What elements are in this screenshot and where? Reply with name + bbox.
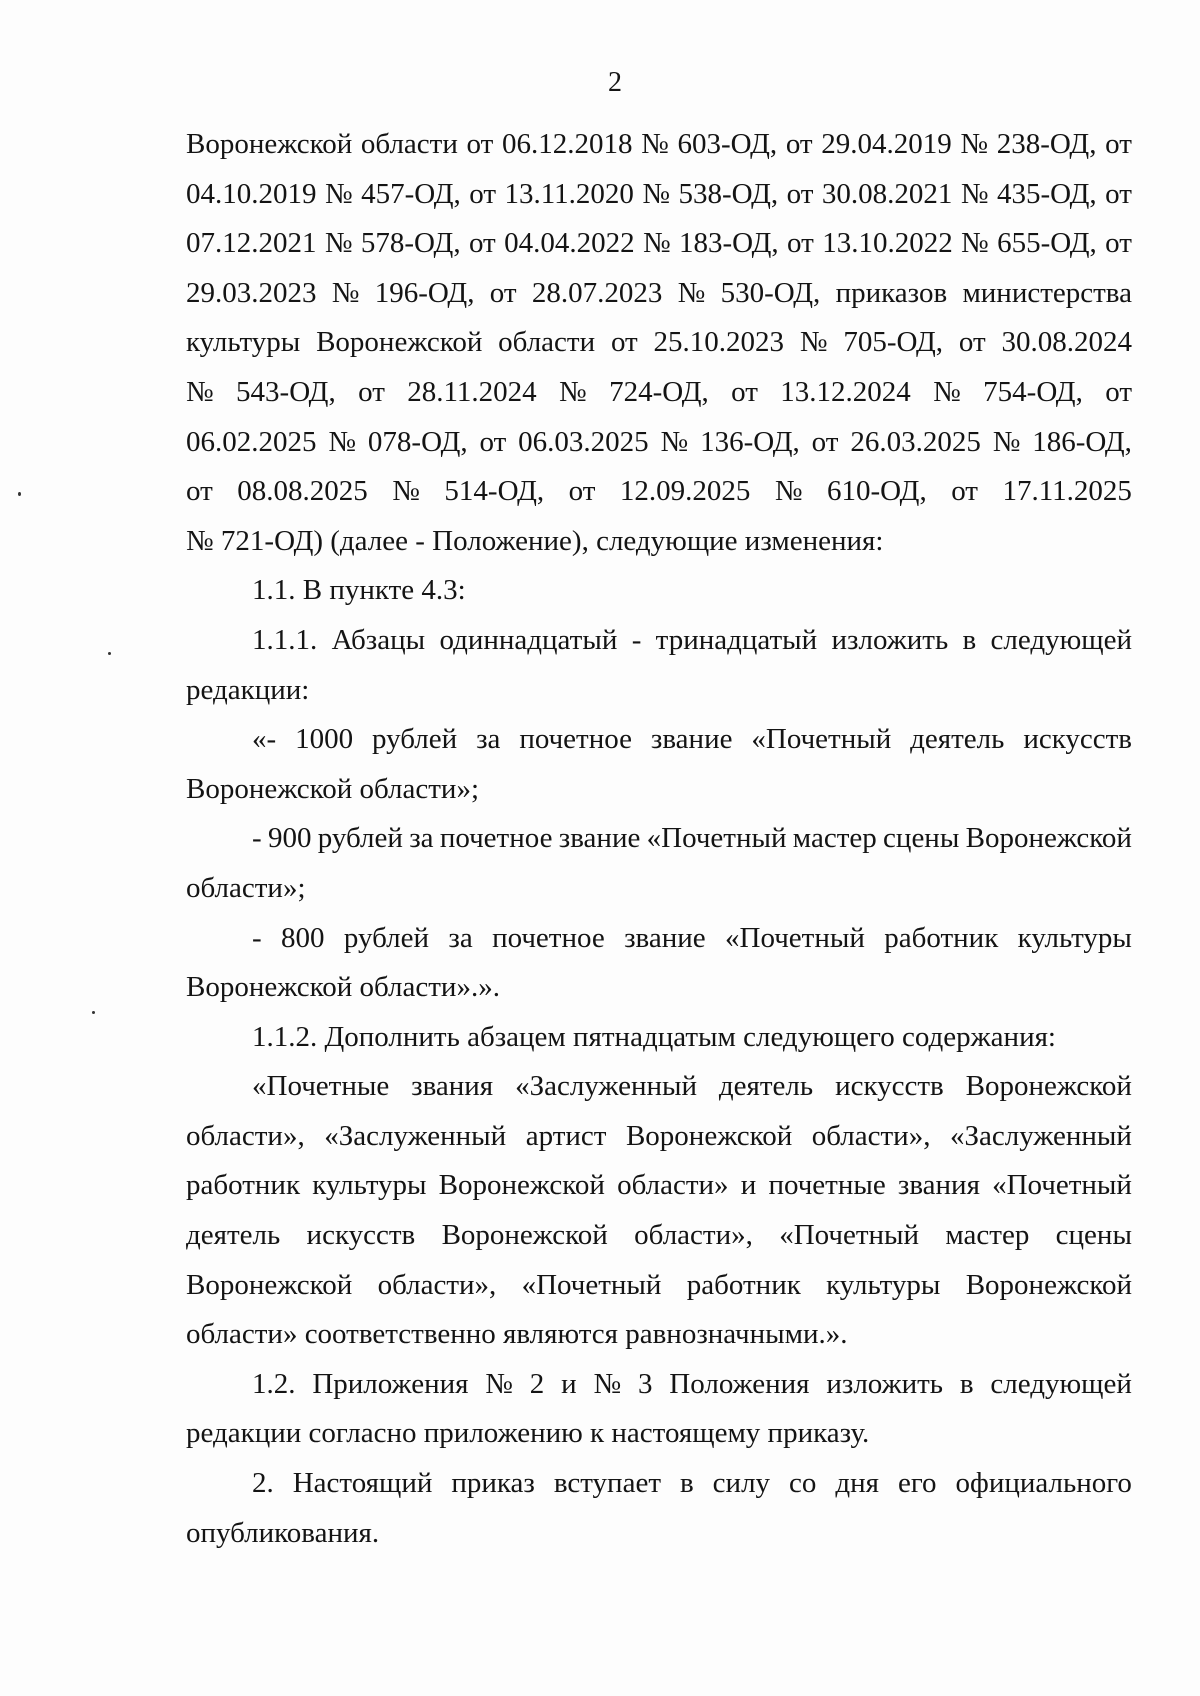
- word: №: [328, 425, 357, 458]
- text-line: [186, 170, 1132, 220]
- word: 136-ОД,: [700, 425, 800, 458]
- word: культуры: [826, 1268, 941, 1301]
- word: Воронежской: [965, 1070, 1132, 1103]
- word: 530-ОД,: [720, 276, 821, 309]
- page-number: 2: [608, 67, 622, 98]
- word: 183-ОД,: [678, 227, 779, 260]
- word: 457-ОД,: [361, 177, 461, 210]
- word: звания: [897, 1169, 980, 1202]
- word: 28.07.2023: [531, 276, 663, 309]
- word: №: [799, 326, 828, 359]
- scan-speck: [18, 492, 21, 496]
- word: 238-ОД,: [996, 128, 1097, 160]
- text-line: [186, 914, 1132, 964]
- word: от: [811, 425, 839, 458]
- word: Настоящий: [292, 1467, 433, 1500]
- word: №: [186, 375, 214, 408]
- line-text: области» соответственно являются равнозначными.».: [186, 1318, 848, 1351]
- word: 603-ОД,: [677, 128, 778, 160]
- word: официального: [955, 1467, 1132, 1500]
- word: -: [252, 921, 262, 954]
- word: 13.10.2022: [822, 227, 953, 260]
- word: 754-ОД,: [983, 375, 1083, 408]
- text-line: [186, 467, 1132, 517]
- word: №: [324, 177, 353, 210]
- text-line: [186, 120, 1132, 170]
- word: от: [731, 375, 758, 408]
- text-line: [186, 1509, 1132, 1559]
- word: области»,: [811, 1119, 931, 1152]
- word: в: [962, 623, 977, 656]
- word: №: [660, 425, 689, 458]
- word: Воронежской: [441, 1219, 608, 1252]
- word: почетное: [439, 822, 553, 855]
- word: №: [933, 375, 961, 408]
- text-line: [186, 963, 1132, 1013]
- word: искусств: [1023, 723, 1132, 756]
- word: №: [961, 227, 989, 260]
- text-line: [186, 566, 1132, 616]
- word: «Почетный: [521, 1268, 662, 1301]
- word: «Заслуженный: [515, 1070, 697, 1103]
- word: работник: [686, 1268, 801, 1301]
- word: «Почетные: [252, 1070, 390, 1103]
- text-line: [186, 1360, 1132, 1410]
- text-line: [186, 1459, 1132, 1509]
- word: «Почетный: [725, 921, 865, 954]
- word: 06.02.2025: [186, 425, 317, 458]
- word: Воронежской: [186, 1268, 353, 1301]
- word: 543-ОД,: [236, 375, 336, 408]
- word: №: [774, 475, 803, 508]
- word: артист: [525, 1119, 607, 1152]
- word: -: [631, 623, 642, 656]
- word: одиннадцатый: [439, 623, 618, 656]
- word: Воронежской: [186, 128, 353, 160]
- word: №: [392, 475, 420, 508]
- word: №: [559, 375, 587, 408]
- word: от: [489, 276, 517, 309]
- word: №: [331, 276, 360, 309]
- text-line: [186, 1211, 1132, 1261]
- word: Воронежской: [438, 1169, 605, 1202]
- word: от: [786, 177, 814, 210]
- word: звание: [624, 921, 706, 954]
- word: 2.: [252, 1467, 274, 1500]
- word: Абзацы: [331, 623, 426, 656]
- scan-speck: [92, 1011, 95, 1014]
- word: почетные: [768, 1169, 886, 1202]
- word: 3: [637, 1367, 653, 1400]
- word: 25.10.2023: [653, 326, 785, 359]
- text-line: [186, 666, 1132, 716]
- word: приказов: [835, 276, 948, 309]
- word: от: [787, 227, 814, 260]
- word: 06.03.2025: [518, 425, 649, 458]
- word: Приложения: [312, 1367, 469, 1400]
- word: мастер: [945, 1219, 1030, 1252]
- word: 04.04.2022: [504, 227, 635, 260]
- word: за: [476, 723, 501, 756]
- word: от: [610, 326, 638, 359]
- word: за: [448, 921, 473, 954]
- word: вступает: [553, 1467, 661, 1500]
- word: области: [498, 326, 596, 359]
- word: 12.09.2025: [619, 475, 751, 508]
- text-line: [186, 269, 1132, 319]
- text-line: [186, 1310, 1132, 1360]
- word: от: [958, 326, 986, 359]
- line-text: 1.1. В пункте 4.3:: [252, 574, 466, 607]
- word: звание: [558, 822, 641, 855]
- word: 29.03.2023: [186, 276, 317, 309]
- word: Воронежской: [965, 1268, 1132, 1301]
- word: изложить: [826, 1367, 944, 1400]
- word: 078-ОД,: [367, 425, 468, 458]
- word: №: [992, 425, 1021, 458]
- word: и: [561, 1367, 577, 1400]
- word: тринадцатый: [655, 623, 818, 656]
- word: 13.12.2024: [780, 375, 911, 408]
- line-text: редакции:: [186, 673, 310, 706]
- word: его: [898, 1467, 937, 1500]
- word: 655-ОД,: [997, 227, 1097, 260]
- word: 1.2.: [252, 1367, 296, 1400]
- word: №: [324, 227, 353, 260]
- line-text: редакции согласно приложению к настоящему приказу.: [186, 1417, 870, 1450]
- word: 06.12.2018: [501, 128, 633, 160]
- word: №: [677, 276, 706, 309]
- text-line: [186, 1062, 1132, 1112]
- text-line: [186, 814, 1132, 864]
- word: министерства: [962, 276, 1132, 309]
- word: №: [642, 177, 671, 210]
- word: сцены: [1055, 1219, 1132, 1252]
- scan-speck: [108, 652, 111, 655]
- word: 186-ОД,: [1032, 425, 1132, 458]
- word: 07.12.2021: [186, 227, 317, 260]
- text-line: [186, 715, 1132, 765]
- word: «Почетный: [992, 1169, 1132, 1202]
- line-text: области»;: [186, 871, 306, 904]
- word: от: [1105, 375, 1132, 408]
- word: области»,: [634, 1219, 753, 1252]
- word: 538-ОД,: [678, 177, 779, 210]
- word: следующей: [990, 623, 1132, 656]
- word: от: [1105, 177, 1132, 210]
- word: в: [679, 1467, 694, 1500]
- word: №: [960, 128, 989, 160]
- word: культуры: [312, 1169, 427, 1202]
- text-line: [186, 219, 1132, 269]
- word: в: [959, 1367, 974, 1400]
- word: деятель: [186, 1219, 281, 1252]
- word: области»,: [377, 1268, 497, 1301]
- word: от: [1105, 227, 1132, 260]
- text-line: [186, 616, 1132, 666]
- word: области»: [617, 1169, 729, 1202]
- word: от: [186, 475, 213, 508]
- word: 610-ОД,: [827, 475, 927, 508]
- word: №: [642, 227, 671, 260]
- word: 514-ОД,: [444, 475, 545, 508]
- line-text: 1.1.2. Дополнить абзацем пятнадцатым следующего содержания:: [252, 1020, 1056, 1053]
- word: №: [641, 128, 669, 160]
- word: Положения: [669, 1367, 810, 1400]
- word: работник: [186, 1169, 301, 1202]
- word: рублей: [372, 723, 458, 756]
- text-line: [186, 517, 1132, 567]
- word: следующей: [990, 1367, 1132, 1400]
- word: от: [568, 475, 596, 508]
- text-line: [186, 1261, 1132, 1311]
- word: и: [740, 1169, 757, 1202]
- word: силу: [712, 1467, 771, 1500]
- word: -: [252, 822, 262, 855]
- word: от: [469, 177, 497, 210]
- word: от: [466, 128, 494, 160]
- word: звания: [411, 1070, 494, 1103]
- word: от: [468, 227, 496, 260]
- word: от: [1105, 128, 1132, 160]
- word: работник: [884, 921, 999, 954]
- word: 30.08.2024: [1001, 326, 1132, 359]
- line-text: Воронежской области».».: [186, 971, 500, 1004]
- word: 2: [529, 1367, 545, 1400]
- word: 13.11.2020: [504, 177, 634, 210]
- word: №: [960, 177, 989, 210]
- word: 26.03.2025: [850, 425, 981, 458]
- word: культуры: [1017, 921, 1132, 954]
- word: 28.11.2024: [407, 375, 537, 408]
- text-line: [186, 1112, 1132, 1162]
- line-text: Воронежской области»;: [186, 772, 480, 805]
- text-line: [186, 368, 1132, 418]
- word: 1000: [295, 723, 354, 756]
- word: мастер: [792, 822, 877, 855]
- word: искусств: [835, 1070, 944, 1103]
- word: 435-ОД,: [996, 177, 1097, 210]
- word: 17.11.2025: [1002, 475, 1132, 508]
- text-line: [186, 765, 1132, 815]
- word: «Почетный: [751, 723, 892, 756]
- word: 30.08.2021: [821, 177, 953, 210]
- text-line: [186, 1161, 1132, 1211]
- word: за: [409, 822, 434, 855]
- word: 900: [267, 822, 312, 855]
- word: 724-ОД,: [609, 375, 709, 408]
- word: почетное: [492, 921, 605, 954]
- word: искусств: [306, 1219, 416, 1252]
- word: 08.08.2025: [237, 475, 368, 508]
- word: 705-ОД,: [843, 326, 944, 359]
- word: от: [358, 375, 385, 408]
- word: Воронежской: [625, 1119, 793, 1152]
- word: деятель: [910, 723, 1005, 756]
- word: рублей: [343, 921, 430, 954]
- word: от: [951, 475, 978, 508]
- word: №: [593, 1367, 622, 1400]
- line-text: № 721-ОД) (далее - Положение), следующие изменения:: [186, 524, 884, 557]
- document-body: [186, 120, 1132, 1558]
- word: деятель: [718, 1070, 814, 1103]
- text-line: [186, 318, 1132, 368]
- word: культуры: [186, 326, 301, 359]
- word: области: [360, 128, 458, 160]
- word: Воронежской: [316, 326, 483, 359]
- word: «Почетный: [779, 1219, 920, 1252]
- word: «Почетный: [646, 822, 787, 855]
- word: «Заслуженный: [324, 1119, 507, 1152]
- word: сцены: [883, 822, 960, 855]
- word: Воронежской: [965, 822, 1132, 855]
- word: рублей: [317, 822, 403, 855]
- word: от: [785, 128, 813, 160]
- line-text: опубликования.: [186, 1516, 380, 1549]
- word: приказ: [451, 1467, 535, 1500]
- word: звание: [650, 723, 733, 756]
- text-line: [186, 418, 1132, 468]
- text-line: [186, 1409, 1132, 1459]
- word: изложить: [831, 623, 949, 656]
- word: 196-ОД,: [374, 276, 475, 309]
- word: дня: [835, 1467, 880, 1500]
- word: со: [789, 1467, 817, 1500]
- word: почетное: [519, 723, 632, 756]
- word: 800: [281, 921, 325, 954]
- text-line: [186, 864, 1132, 914]
- word: 578-ОД,: [360, 227, 461, 260]
- word: от: [479, 425, 507, 458]
- word: области»,: [186, 1119, 305, 1152]
- word: №: [485, 1367, 513, 1400]
- word: «-: [252, 723, 277, 756]
- text-line: [186, 1013, 1132, 1063]
- word: 1.1.1.: [252, 623, 318, 656]
- word: 04.10.2019: [186, 177, 317, 210]
- word: 29.04.2019: [821, 128, 952, 160]
- word: «Заслуженный: [950, 1119, 1132, 1152]
